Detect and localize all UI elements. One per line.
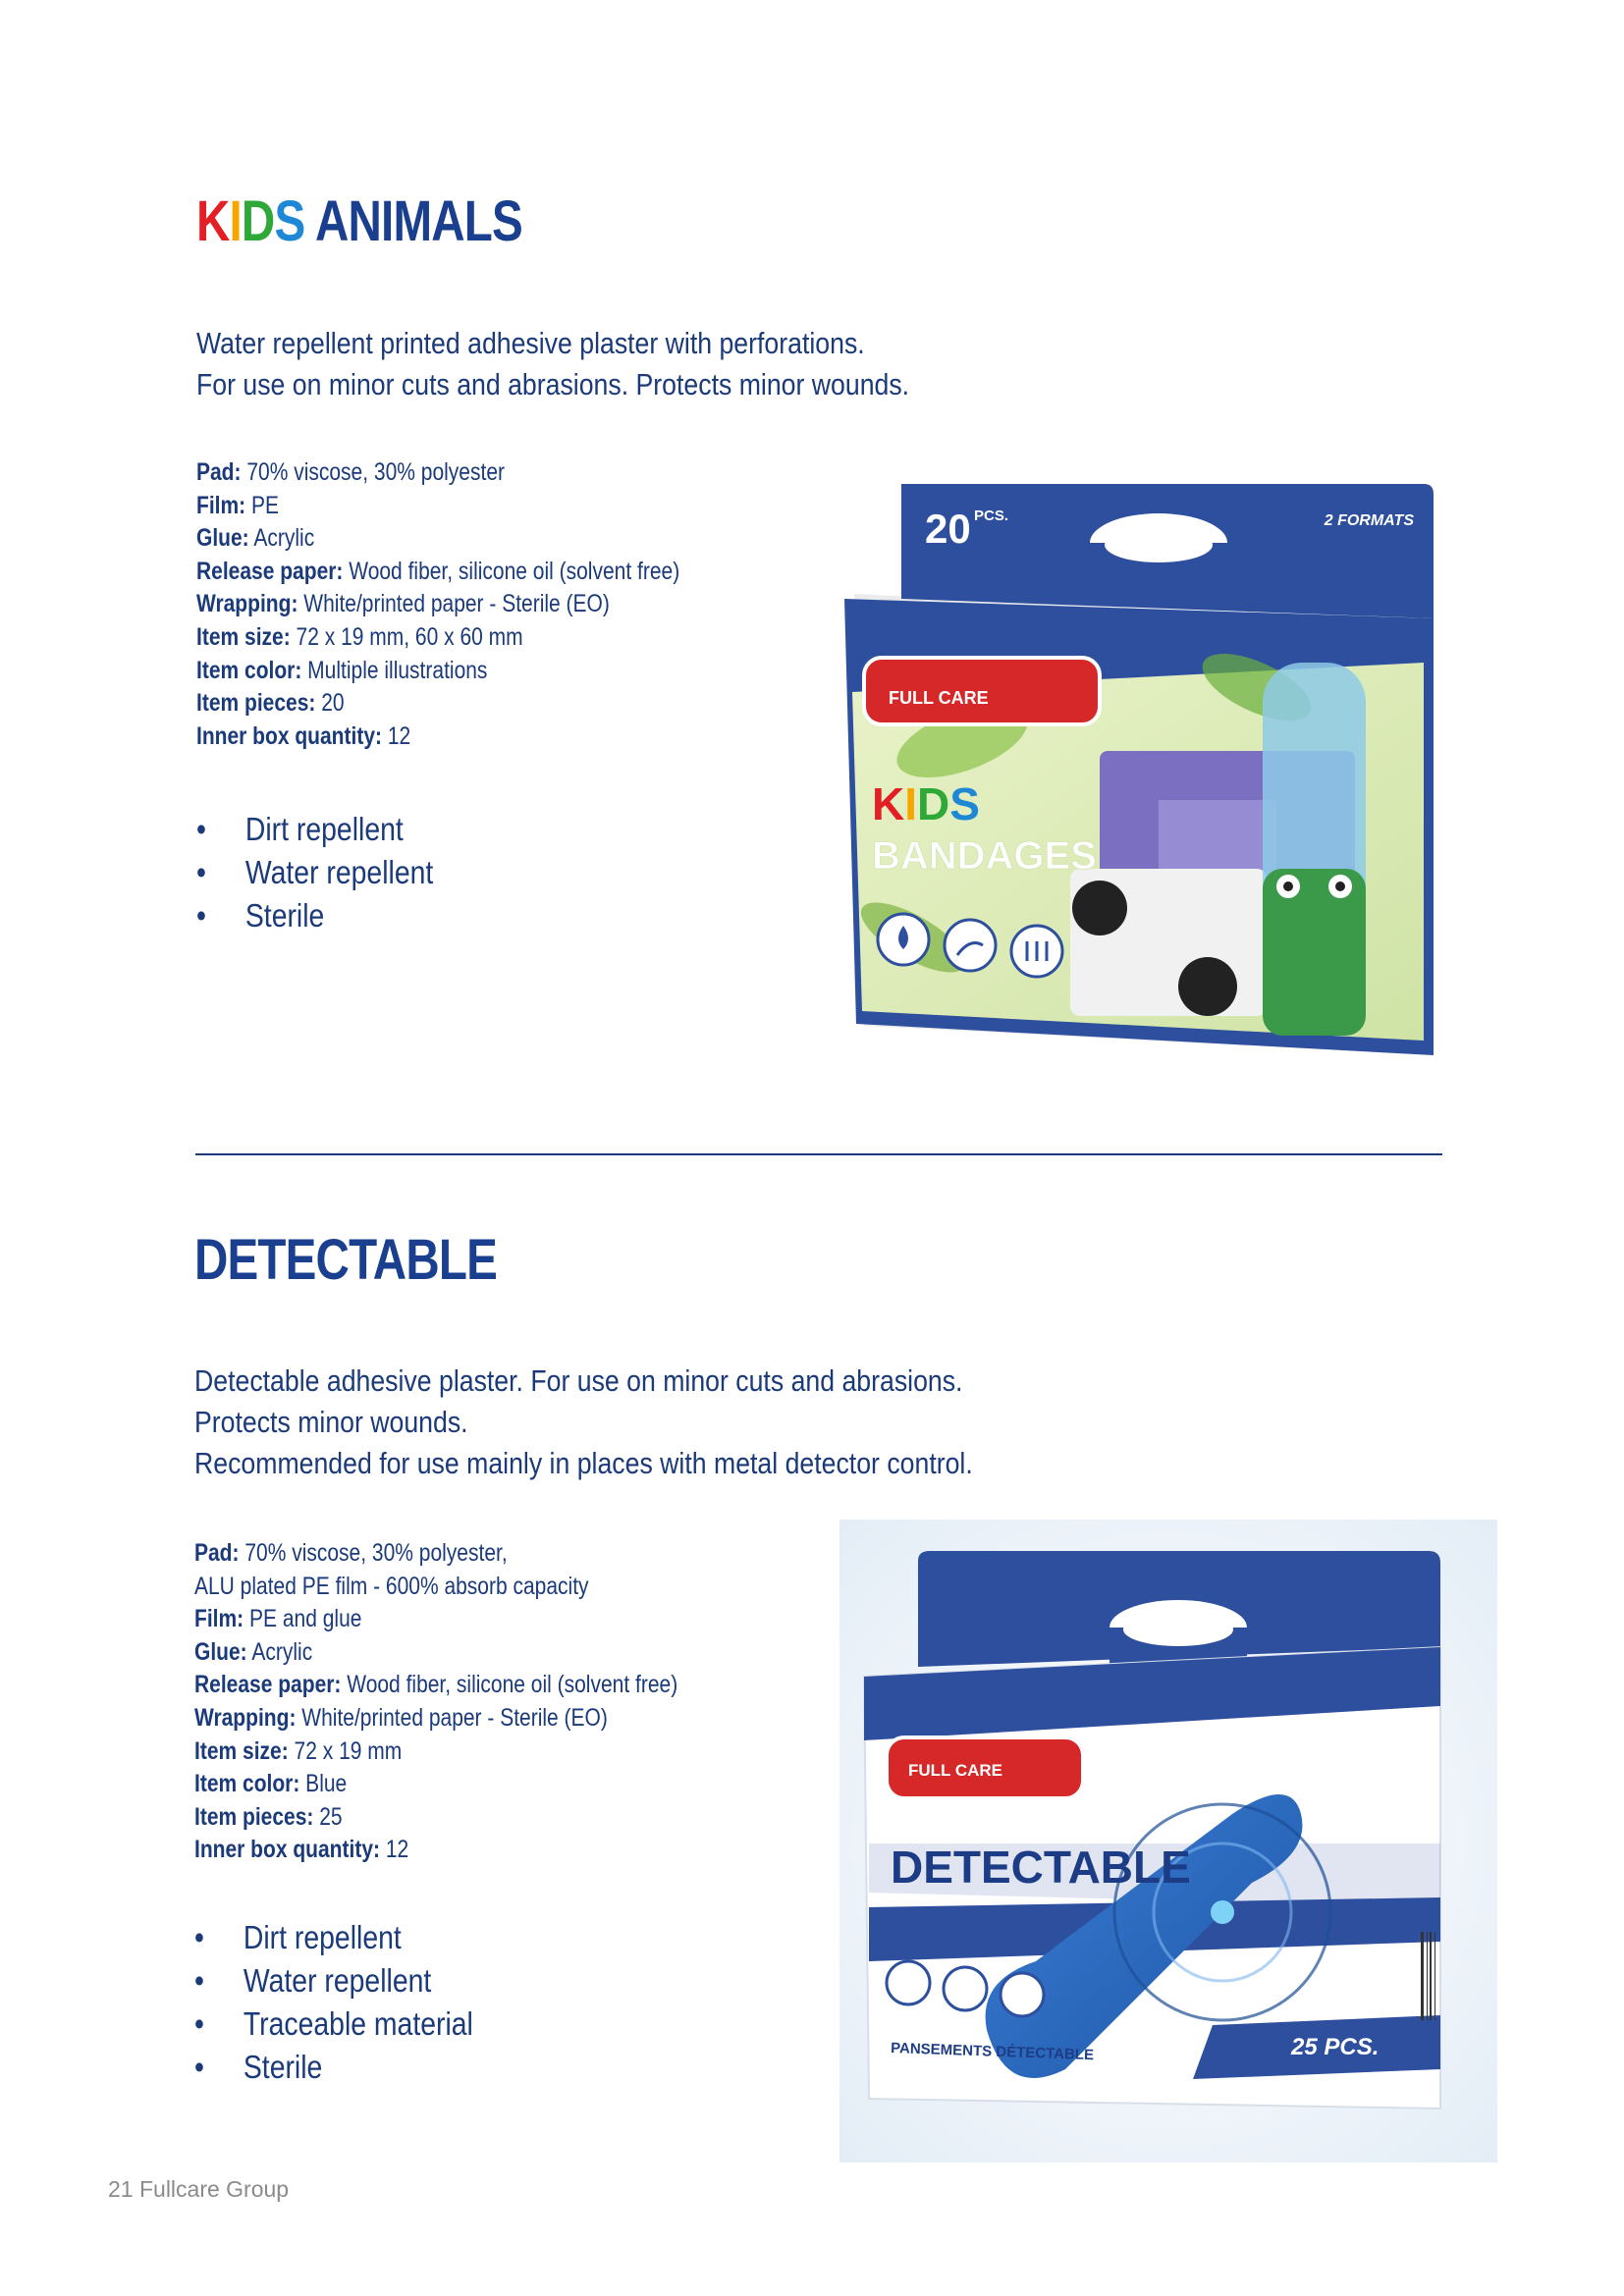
spec-row	[194, 1735, 677, 1769]
spec-label: Glue:	[194, 1637, 247, 1666]
spec-label: Inner box quantity:	[196, 721, 382, 750]
spec-row	[196, 687, 679, 721]
feature-item: • Sterile	[196, 894, 433, 937]
kids-bandages-box-image	[835, 476, 1443, 1065]
spec-row	[196, 556, 679, 589]
det-box-subtitle: PANSEMENTS DÉTECTABLE	[890, 2040, 1095, 2064]
kids-title-letters	[196, 189, 304, 253]
spec-value: 25	[313, 1802, 343, 1831]
detectable-feature-list	[194, 1916, 473, 2089]
spec-row	[196, 490, 679, 523]
spec-row	[196, 655, 679, 688]
page-footer: 21 Fullcare Group	[108, 2176, 290, 2202]
spec-row	[196, 456, 679, 490]
kids-feature-list	[196, 808, 433, 937]
feature-item: • Water repellent	[196, 851, 433, 894]
box-brand: FULL CARE	[889, 688, 989, 708]
spec-label: Item size:	[194, 1736, 289, 1765]
spec-row	[194, 1537, 677, 1571]
spec-label: Film:	[194, 1605, 244, 1633]
spec-label: Release paper:	[194, 1671, 342, 1699]
detectable-box-image	[839, 1520, 1497, 2163]
spec-value: Acrylic	[248, 524, 315, 553]
kids-description-line: Water repellent printed adhesive plaster with perforations.	[196, 326, 865, 360]
spec-row	[196, 522, 679, 556]
spec-value: Wood fiber, silicone oil (solvent free)	[341, 1671, 678, 1699]
title-letter: S	[274, 189, 305, 253]
spec-value: White/printed paper - Sterile (EO)	[298, 590, 610, 618]
kids-description-line: For use on minor cuts and abrasions. Protects minor wounds.	[196, 367, 910, 401]
spec-label: Item color:	[194, 1770, 300, 1798]
detectable-description-line: Recommended for use mainly in places with metal detector control.	[194, 1446, 973, 1480]
spec-value: Multiple illustrations	[301, 656, 488, 684]
title-letter: K	[872, 778, 905, 829]
spec-row	[194, 1702, 677, 1735]
title-letter: D	[917, 778, 950, 829]
spec-label: Item size:	[196, 622, 291, 651]
feature-item: • Traceable material	[194, 2002, 473, 2046]
box-count-unit: PCS.	[974, 507, 1009, 524]
spec-row	[194, 1834, 677, 1867]
box-product-name: BANDAGES	[872, 834, 1097, 878]
feature-item: • Dirt repellent	[196, 808, 433, 851]
spec-value: White/printed paper - Sterile (EO)	[296, 1703, 608, 1732]
feature-item: • Sterile	[194, 2046, 473, 2089]
detectable-description-line: Protects minor wounds.	[194, 1405, 468, 1439]
spec-row	[196, 588, 679, 621]
detectable-spec-list	[194, 1537, 677, 1867]
spec-row	[194, 1636, 677, 1670]
box-kids-text	[872, 778, 980, 829]
spec-label: Pad:	[196, 458, 242, 486]
spec-label: Glue:	[196, 524, 249, 553]
spec-row	[194, 1571, 677, 1604]
det-box-count: 25 PCS.	[1291, 2034, 1380, 2060]
spec-value: PE and glue	[244, 1605, 362, 1633]
title-letter: S	[949, 778, 980, 829]
feature-item: • Dirt repellent	[194, 1916, 473, 1959]
detectable-section-title: DETECTABLE	[194, 1228, 497, 1292]
spec-label: Wrapping:	[196, 590, 298, 618]
spec-label: Film:	[196, 491, 246, 519]
kids-spec-list	[196, 456, 679, 753]
det-box-product: DETECTABLE	[891, 1842, 1191, 1893]
title-letter: I	[229, 189, 242, 253]
spec-label: Release paper:	[196, 557, 344, 585]
section-divider	[195, 1153, 1442, 1155]
spec-value: 12	[382, 721, 411, 750]
spec-value: 70% viscose, 30% polyester	[241, 458, 505, 486]
kids-section-title	[196, 188, 522, 254]
spec-row	[196, 721, 679, 754]
spec-value: 72 x 19 mm	[288, 1736, 403, 1765]
spec-label: Item pieces:	[194, 1802, 314, 1831]
spec-label: Item color:	[196, 656, 302, 684]
spec-row	[194, 1603, 677, 1636]
detectable-description-line: Detectable adhesive plaster. For use on minor cuts and abrasions.	[194, 1363, 963, 1398]
spec-row	[194, 1669, 677, 1702]
spec-row	[196, 621, 679, 655]
spec-value: ALU plated PE film - 600% absorb capacity	[194, 1572, 589, 1600]
feature-item: • Water repellent	[194, 1959, 473, 2002]
detectable-description	[194, 1361, 973, 1484]
box-count: 20	[925, 506, 971, 552]
spec-value: PE	[245, 491, 280, 519]
spec-label: Inner box quantity:	[194, 1836, 380, 1864]
spec-label: Pad:	[194, 1539, 240, 1567]
title-letter: I	[904, 778, 918, 829]
spec-value: Wood fiber, silicone oil (solvent free)	[343, 557, 680, 585]
title-letter: K	[196, 189, 230, 253]
spec-value: 72 x 19 mm, 60 x 60 mm	[290, 622, 523, 651]
spec-value: 70% viscose, 30% polyester,	[239, 1539, 508, 1567]
box-formats: 2 FORMATS	[1324, 512, 1414, 529]
kids-description	[196, 323, 909, 405]
spec-row	[194, 1768, 677, 1801]
spec-value: 20	[315, 689, 345, 718]
det-box-brand: FULL CARE	[908, 1761, 1003, 1780]
kids-title-rest: ANIMALS	[304, 189, 522, 253]
spec-value: 12	[380, 1836, 409, 1864]
spec-row	[194, 1801, 677, 1835]
spec-value: Acrylic	[246, 1637, 313, 1666]
spec-label: Wrapping:	[194, 1703, 297, 1732]
spec-label: Item pieces:	[196, 689, 316, 718]
title-letter: D	[241, 189, 275, 253]
spec-value: Blue	[299, 1770, 348, 1798]
